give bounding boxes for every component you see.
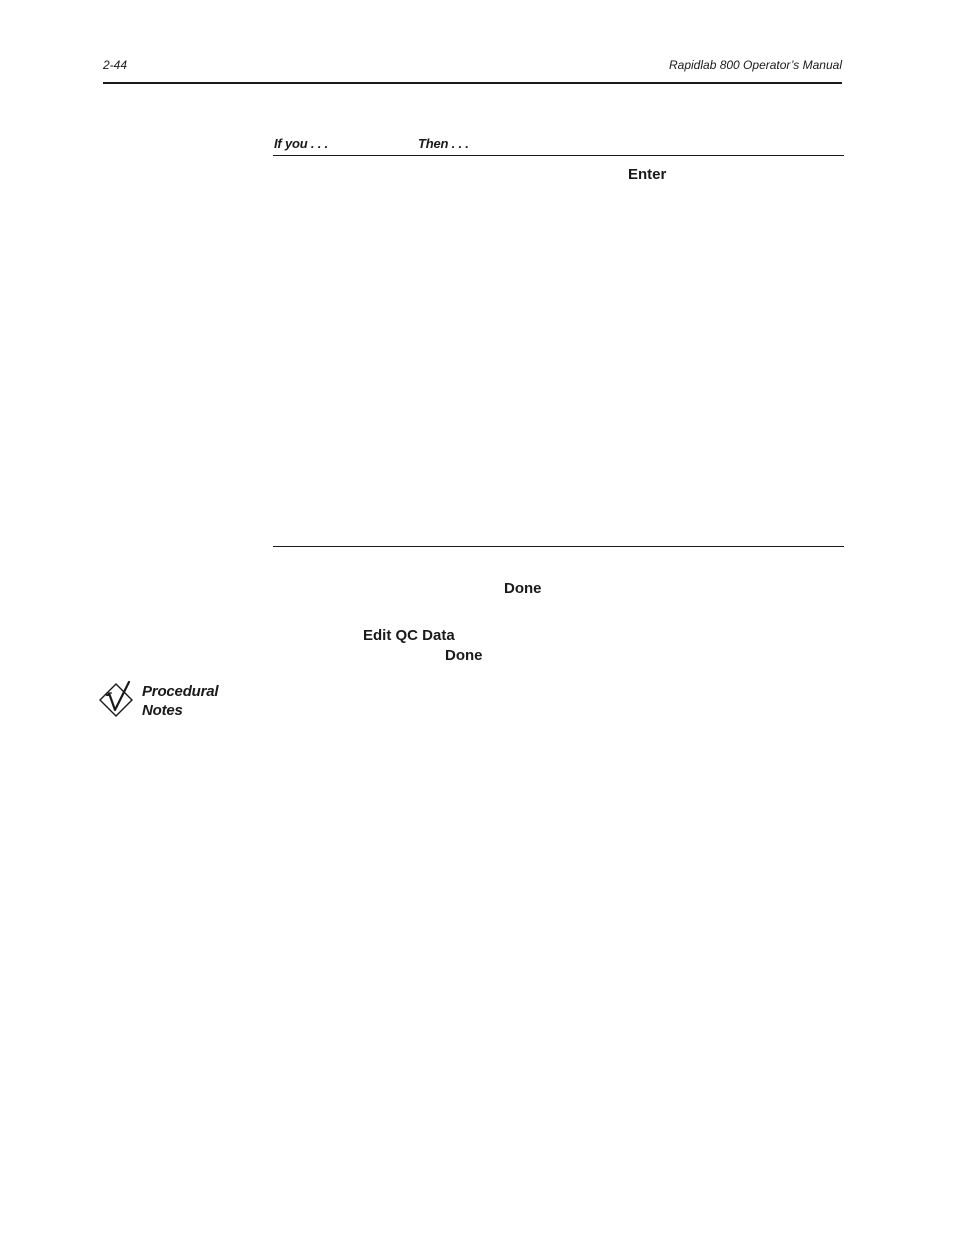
enter-key-label: Enter <box>628 166 667 183</box>
done-button-label: Done <box>504 580 542 597</box>
done-button-label-2: Done <box>445 647 483 664</box>
page-number: 2-44 <box>103 58 128 72</box>
manual-title: Rapidlab 800 Operator’s Manual <box>669 58 842 72</box>
procedural-notes-heading <box>142 682 218 720</box>
column-header-if: If you . . . <box>274 136 328 151</box>
header-rule <box>103 82 842 84</box>
procedural-notes-line2: Notes <box>142 702 183 719</box>
table-top-rule <box>273 155 844 156</box>
edit-qc-data-button-label: Edit QC Data <box>363 627 455 644</box>
table-bottom-rule <box>273 546 844 547</box>
column-header-then: Then . . . <box>418 136 469 151</box>
procedural-notes-line1: Procedural <box>142 683 219 700</box>
checkmark-diamond-icon <box>99 680 135 718</box>
